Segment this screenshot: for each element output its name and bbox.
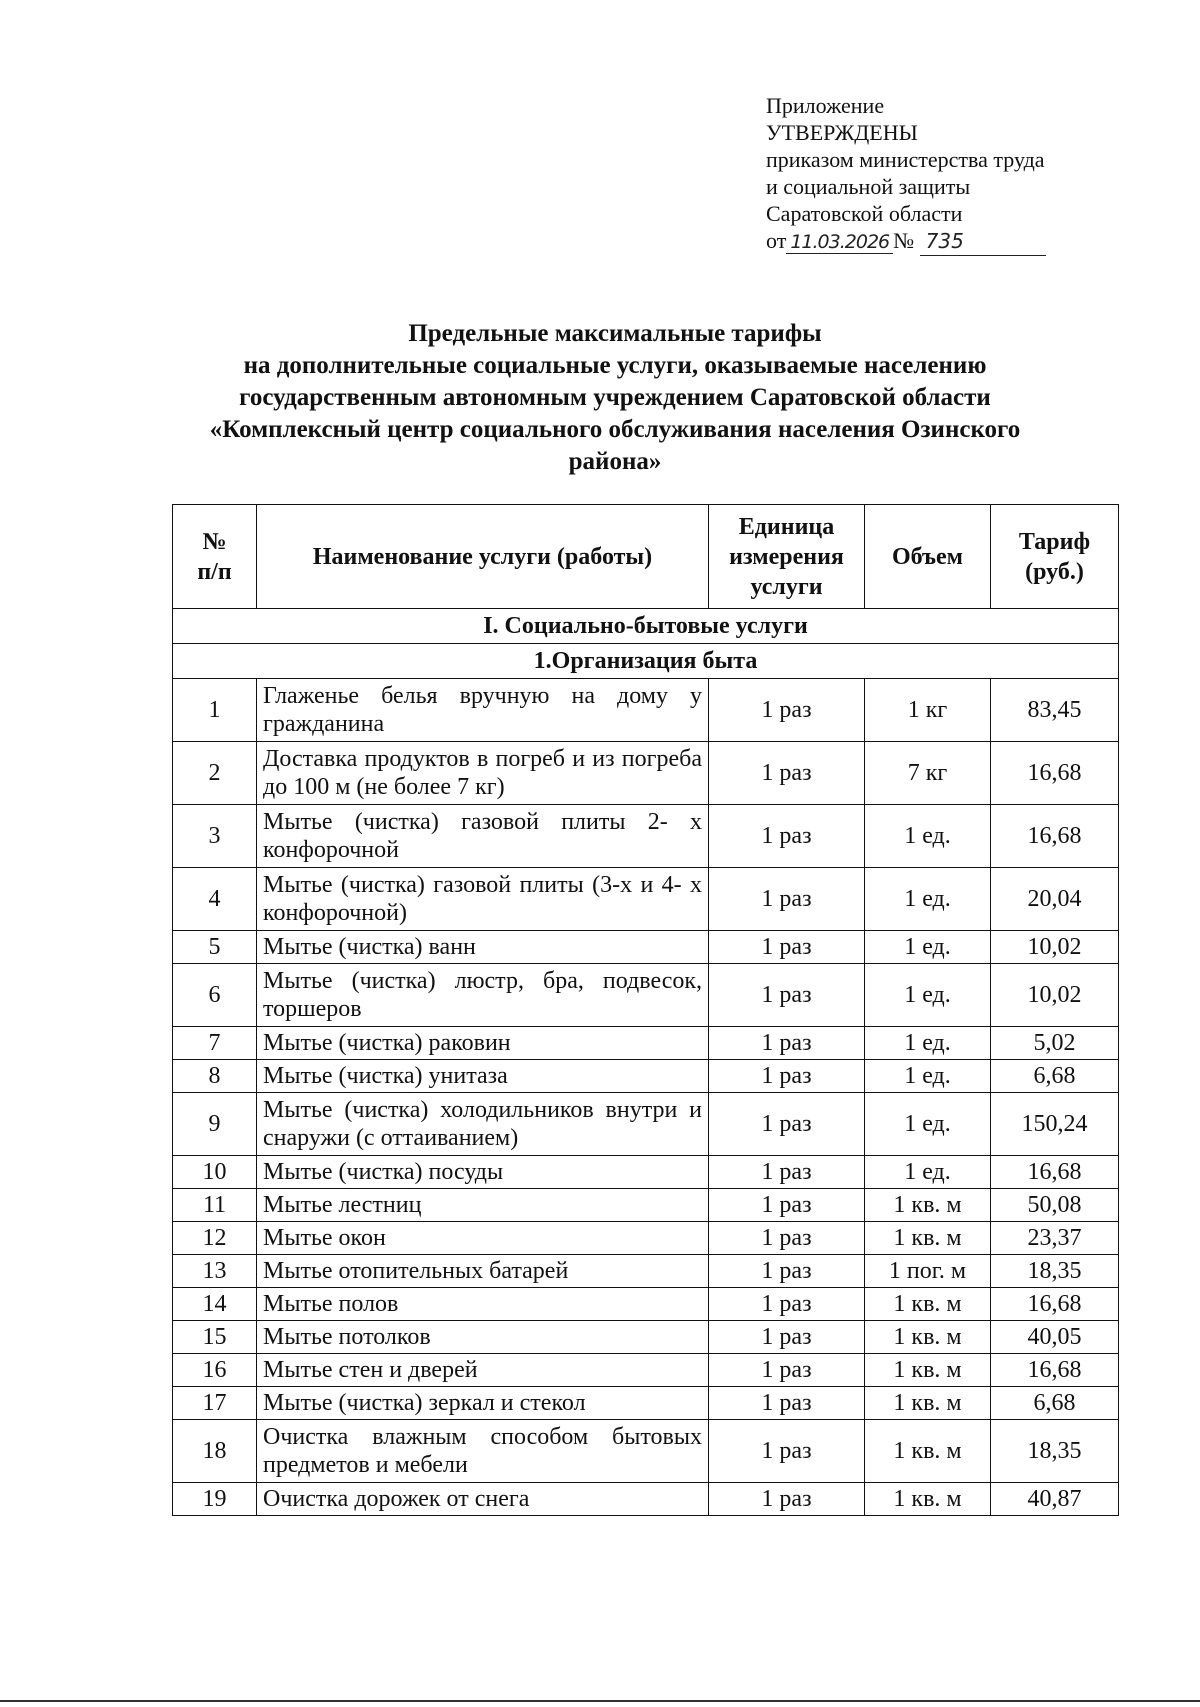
row-unit: 1 раз <box>709 1420 865 1483</box>
row-unit: 1 раз <box>709 868 865 931</box>
approval-line: Приложение <box>766 93 885 118</box>
section-row <box>173 609 1119 644</box>
table-row <box>173 679 1119 742</box>
row-unit: 1 раз <box>709 1189 865 1222</box>
row-unit: 1 раз <box>709 679 865 742</box>
table-row <box>173 1288 1119 1321</box>
row-tariff: 23,37 <box>991 1222 1119 1255</box>
table-row <box>173 931 1119 964</box>
row-number: 16 <box>173 1354 257 1387</box>
order-number-label: № <box>893 228 915 253</box>
order-date: 11.03.2026 <box>786 231 893 254</box>
row-volume: 1 ед. <box>865 1027 991 1060</box>
table-row <box>173 1255 1119 1288</box>
table-row <box>173 1321 1119 1354</box>
row-volume: 1 кг <box>865 679 991 742</box>
table-row <box>173 868 1119 931</box>
header-number: № п/п <box>173 505 257 609</box>
row-unit: 1 раз <box>709 1060 865 1093</box>
row-service-name: Мытье (чистка) холодильников внутри и снаружи (с оттаиванием) <box>257 1093 709 1156</box>
table-row <box>173 805 1119 868</box>
table-row <box>173 1156 1119 1189</box>
row-service-name: Мытье стен и дверей <box>257 1354 709 1387</box>
row-unit: 1 раз <box>709 1354 865 1387</box>
title-line: района» <box>568 448 662 475</box>
approval-line: Саратовской области <box>766 201 963 226</box>
row-number: 3 <box>173 805 257 868</box>
row-volume: 1 кв. м <box>865 1420 991 1483</box>
row-tariff: 150,24 <box>991 1093 1119 1156</box>
table-header-row <box>173 505 1119 609</box>
row-number: 1 <box>173 679 257 742</box>
row-volume: 1 кв. м <box>865 1288 991 1321</box>
row-volume: 1 кв. м <box>865 1354 991 1387</box>
header-unit: Единица измерения услуги <box>709 505 865 609</box>
row-service-name: Очистка дорожек от снега <box>257 1483 709 1516</box>
row-unit: 1 раз <box>709 1222 865 1255</box>
section-title: I. Социально-бытовые услуги <box>173 609 1119 644</box>
row-service-name: Доставка продуктов в погреб и из погреба до 100 м (не более 7 кг) <box>257 742 709 805</box>
tariffs-table <box>172 504 1119 1516</box>
row-service-name: Мытье потолков <box>257 1321 709 1354</box>
header-volume: Объем <box>865 505 991 609</box>
table-row <box>173 1354 1119 1387</box>
row-unit: 1 раз <box>709 1027 865 1060</box>
row-number: 19 <box>173 1483 257 1516</box>
title-line: на дополнительные социальные услуги, оказываемые населению <box>243 352 987 379</box>
row-number: 12 <box>173 1222 257 1255</box>
document-title <box>150 318 1080 478</box>
row-volume: 1 ед. <box>865 1156 991 1189</box>
row-unit: 1 раз <box>709 805 865 868</box>
row-service-name: Мытье (чистка) газовой плиты 2- х конфорочной <box>257 805 709 868</box>
row-unit: 1 раз <box>709 1093 865 1156</box>
row-number: 4 <box>173 868 257 931</box>
row-service-name: Мытье (чистка) газовой плиты (3-х и 4- х конфорочной) <box>257 868 709 931</box>
row-volume: 1 ед. <box>865 964 991 1027</box>
approval-block <box>766 92 1106 256</box>
title-line: «Комплексный центр социального обслуживания населения Озинского <box>209 416 1021 443</box>
order-number: 735 <box>920 228 1046 256</box>
row-service-name: Очистка влажным способом бытовых предметов и мебели <box>257 1420 709 1483</box>
row-service-name: Мытье (чистка) посуды <box>257 1156 709 1189</box>
row-number: 18 <box>173 1420 257 1483</box>
table-row <box>173 964 1119 1027</box>
row-unit: 1 раз <box>709 1483 865 1516</box>
row-tariff: 20,04 <box>991 868 1119 931</box>
row-volume: 1 кв. м <box>865 1321 991 1354</box>
row-volume: 1 кв. м <box>865 1483 991 1516</box>
row-tariff: 50,08 <box>991 1189 1119 1222</box>
row-tariff: 40,05 <box>991 1321 1119 1354</box>
row-tariff: 16,68 <box>991 805 1119 868</box>
row-unit: 1 раз <box>709 1156 865 1189</box>
table-row <box>173 1222 1119 1255</box>
title-line: государственным автономным учреждением Саратовской области <box>239 384 991 411</box>
row-volume: 1 ед. <box>865 1093 991 1156</box>
row-tariff: 16,68 <box>991 1156 1119 1189</box>
row-service-name: Глаженье белья вручную на дому у гражданина <box>257 679 709 742</box>
table-row <box>173 1189 1119 1222</box>
table-row <box>173 742 1119 805</box>
row-tariff: 10,02 <box>991 964 1119 1027</box>
row-tariff: 16,68 <box>991 742 1119 805</box>
row-service-name: Мытье полов <box>257 1288 709 1321</box>
row-volume: 1 кв. м <box>865 1387 991 1420</box>
row-service-name: Мытье лестниц <box>257 1189 709 1222</box>
row-volume: 7 кг <box>865 742 991 805</box>
order-reference <box>766 227 1106 256</box>
row-number: 15 <box>173 1321 257 1354</box>
row-number: 13 <box>173 1255 257 1288</box>
row-number: 17 <box>173 1387 257 1420</box>
row-number: 14 <box>173 1288 257 1321</box>
subsection-title: 1.Организация быта <box>173 644 1119 679</box>
approval-line: и социальной защиты <box>766 174 971 199</box>
row-service-name: Мытье (чистка) ванн <box>257 931 709 964</box>
table-row <box>173 1060 1119 1093</box>
header-tariff: Тариф (руб.) <box>991 505 1119 609</box>
row-tariff: 6,68 <box>991 1060 1119 1093</box>
row-number: 6 <box>173 964 257 1027</box>
row-service-name: Мытье (чистка) раковин <box>257 1027 709 1060</box>
header-service-name: Наименование услуги (работы) <box>257 505 709 609</box>
row-number: 9 <box>173 1093 257 1156</box>
row-number: 7 <box>173 1027 257 1060</box>
row-volume: 1 ед. <box>865 931 991 964</box>
row-service-name: Мытье окон <box>257 1222 709 1255</box>
row-volume: 1 пог. м <box>865 1255 991 1288</box>
row-unit: 1 раз <box>709 1255 865 1288</box>
row-number: 11 <box>173 1189 257 1222</box>
row-unit: 1 раз <box>709 1321 865 1354</box>
row-tariff: 6,68 <box>991 1387 1119 1420</box>
row-number: 10 <box>173 1156 257 1189</box>
row-number: 8 <box>173 1060 257 1093</box>
row-tariff: 40,87 <box>991 1483 1119 1516</box>
row-service-name: Мытье (чистка) унитаза <box>257 1060 709 1093</box>
row-unit: 1 раз <box>709 742 865 805</box>
row-volume: 1 ед. <box>865 868 991 931</box>
row-unit: 1 раз <box>709 1288 865 1321</box>
row-volume: 1 ед. <box>865 805 991 868</box>
table-row <box>173 1027 1119 1060</box>
row-volume: 1 кв. м <box>865 1189 991 1222</box>
row-service-name: Мытье отопительных батарей <box>257 1255 709 1288</box>
row-volume: 1 ед. <box>865 1060 991 1093</box>
row-tariff: 16,68 <box>991 1354 1119 1387</box>
row-service-name: Мытье (чистка) зеркал и стекол <box>257 1387 709 1420</box>
row-tariff: 16,68 <box>991 1288 1119 1321</box>
approval-line: приказом министерства труда <box>766 147 1045 172</box>
order-prefix: от <box>766 228 787 253</box>
row-tariff: 10,02 <box>991 931 1119 964</box>
row-service-name: Мытье (чистка) люстр, бра, подвесок, торшеров <box>257 964 709 1027</box>
row-tariff: 83,45 <box>991 679 1119 742</box>
table-row <box>173 1387 1119 1420</box>
table-row <box>173 1483 1119 1516</box>
row-volume: 1 кв. м <box>865 1222 991 1255</box>
row-unit: 1 раз <box>709 931 865 964</box>
row-tariff: 5,02 <box>991 1027 1119 1060</box>
page-bottom-edge <box>0 1700 1200 1702</box>
row-unit: 1 раз <box>709 1387 865 1420</box>
row-number: 5 <box>173 931 257 964</box>
table-row <box>173 1093 1119 1156</box>
title-line: Предельные максимальные тарифы <box>408 320 822 347</box>
row-number: 2 <box>173 742 257 805</box>
approval-line: УТВЕРЖДЕНЫ <box>766 120 918 145</box>
row-tariff: 18,35 <box>991 1420 1119 1483</box>
subsection-row <box>173 644 1119 679</box>
table-row <box>173 1420 1119 1483</box>
row-unit: 1 раз <box>709 964 865 1027</box>
row-tariff: 18,35 <box>991 1255 1119 1288</box>
